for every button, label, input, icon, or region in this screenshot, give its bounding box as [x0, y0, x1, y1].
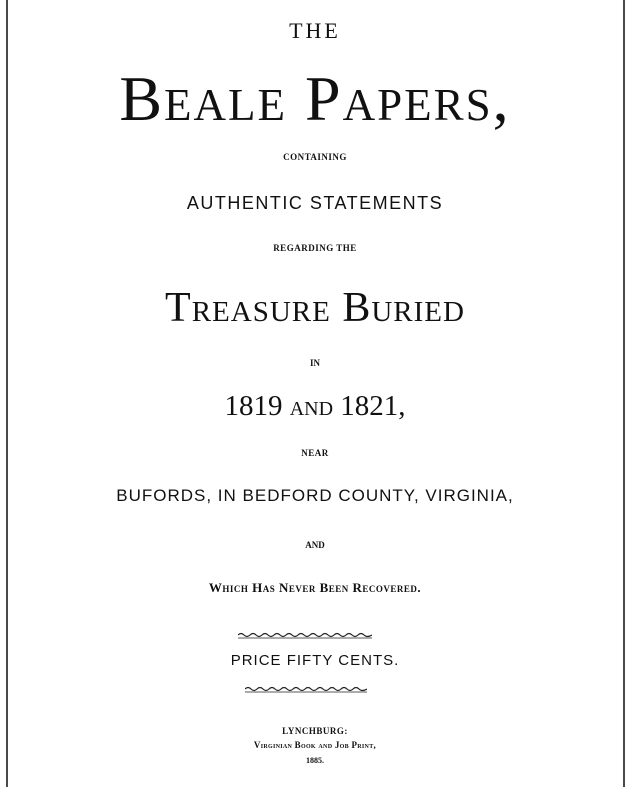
authentic-statements-text: AUTHENTIC STATEMENTS: [186, 193, 444, 213]
and-text: AND: [305, 540, 325, 550]
imprint-year: 1885.: [306, 756, 324, 765]
treasure-heading: Treasure Buried: [165, 285, 465, 331]
main-title: Beale Papers,: [119, 63, 511, 134]
containing-text: CONTAINING: [283, 152, 347, 162]
title-article: THE: [289, 18, 341, 43]
location-text: BUFORDS, IN BEDFORD COUNTY, VIRGINIA,: [116, 486, 514, 505]
imprint-printer: Virginian Book and Job Print,: [253, 740, 377, 750]
regarding-text: REGARDING THE: [273, 243, 357, 253]
years-heading: 1819 and 1821,: [224, 390, 406, 422]
in-text: IN: [309, 358, 320, 368]
price-text: PRICE FIFTY CENTS.: [230, 652, 400, 669]
wavy-rule-top: [238, 632, 372, 640]
near-text: NEAR: [301, 448, 329, 458]
imprint-place: LYNCHBURG:: [282, 726, 348, 736]
never-recovered-text: Which Has Never Been Recovered.: [208, 580, 422, 595]
wavy-rule-bottom: [245, 686, 367, 694]
